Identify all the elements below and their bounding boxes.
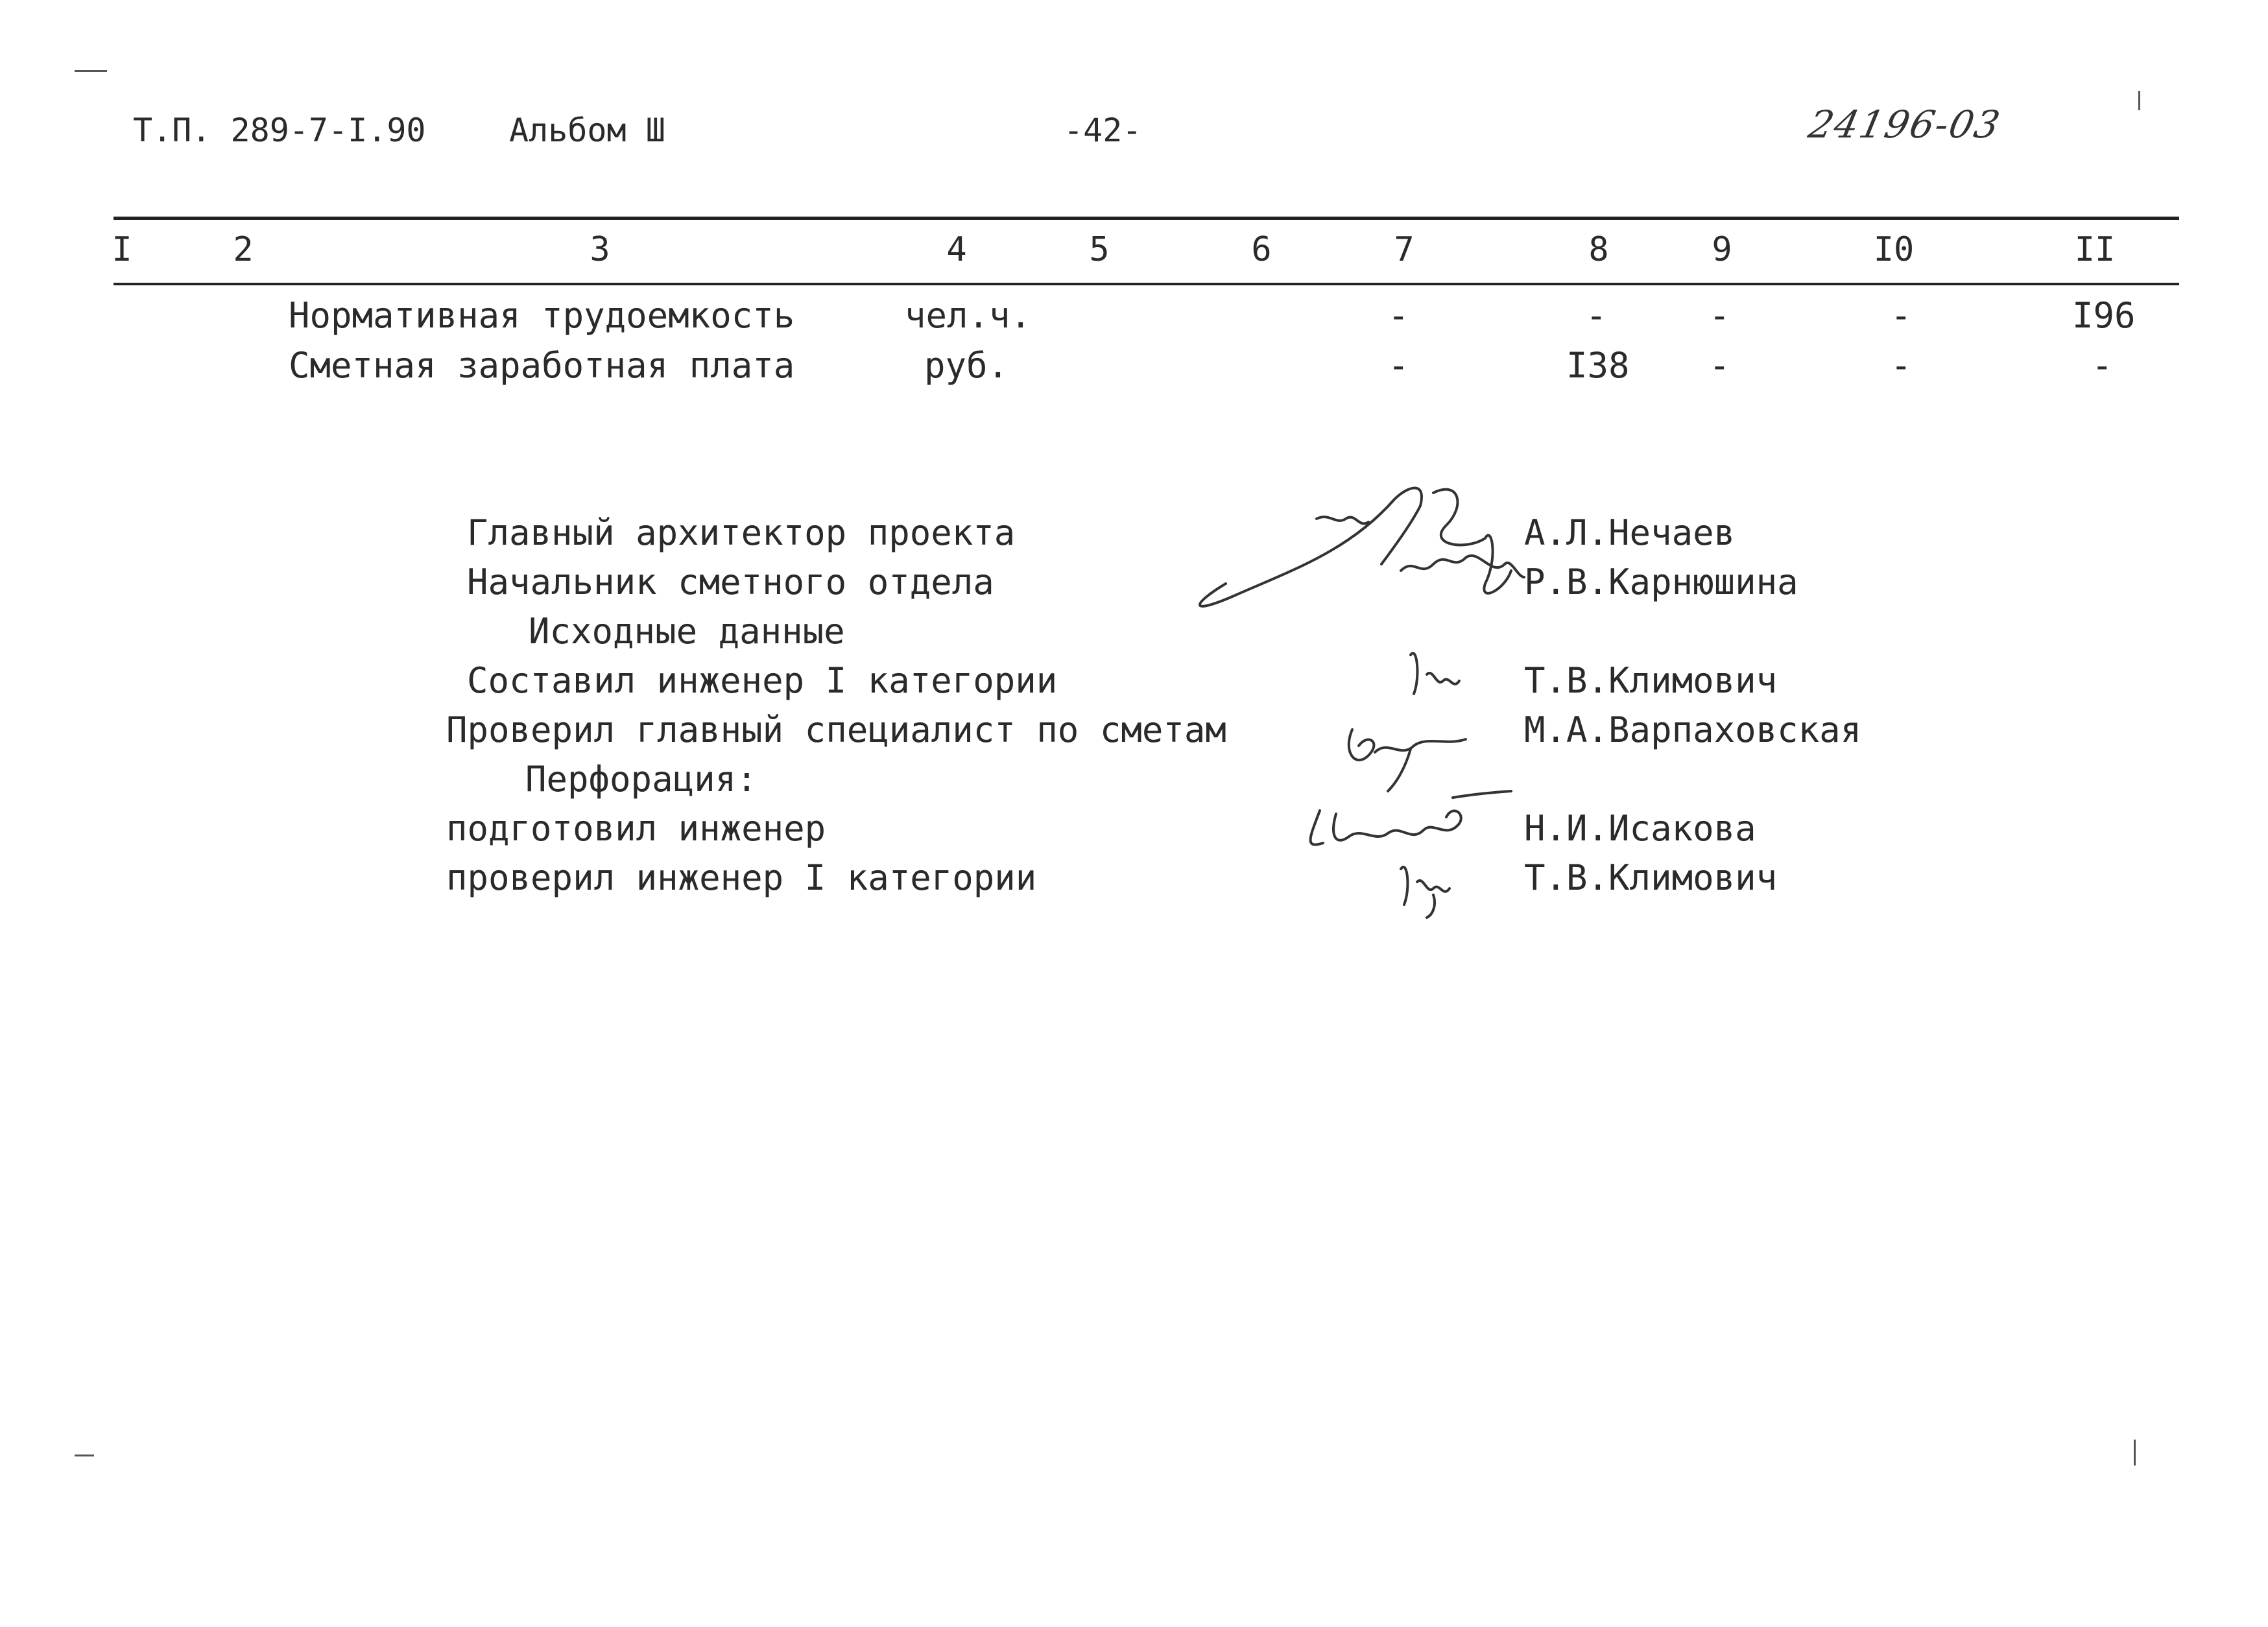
row-name: Сметная заработная плата xyxy=(289,345,795,386)
section-heading: Исходные данные xyxy=(529,611,845,652)
cell-col9: - xyxy=(1709,295,1730,336)
signature-name: Т.В.Климович xyxy=(1524,857,1778,898)
signature-role: Начальник сметного отдела xyxy=(467,562,994,602)
signature-name: М.А.Варпаховская xyxy=(1524,709,1862,750)
column-number: 4 xyxy=(946,230,967,269)
cell-col11: I96 xyxy=(2072,295,2136,336)
signature-icon xyxy=(1401,867,1450,918)
handwritten-number: 24196-03 xyxy=(1804,102,2005,147)
column-number: 8 xyxy=(1588,230,1609,269)
signature-role: Составил инженер I категории xyxy=(467,660,1058,701)
cell-col8: - xyxy=(1586,295,1607,336)
signature-role: подготовил инженер xyxy=(446,808,826,849)
row-name: Нормативная трудоемкость xyxy=(289,295,795,336)
column-number: 5 xyxy=(1089,230,1110,269)
column-number: II xyxy=(2074,230,2116,269)
signature-name: Т.В.Климович xyxy=(1524,660,1778,701)
cell-col7: - xyxy=(1388,295,1409,336)
scan-mark xyxy=(2134,1440,2136,1466)
signature-role: Проверил главный специалист по сметам xyxy=(446,709,1226,750)
signature-role: Главный архитектор проекта xyxy=(467,512,1016,553)
column-number: 2 xyxy=(233,230,254,269)
scan-mark xyxy=(75,70,107,72)
signature-icon xyxy=(1317,517,1368,523)
signature-icon xyxy=(1200,488,1422,606)
signature-icon xyxy=(1311,791,1511,845)
signature-name: Н.И.Исакова xyxy=(1524,808,1756,849)
section-heading: Перфорация: xyxy=(525,759,758,800)
cell-col8: I38 xyxy=(1566,345,1630,386)
table-header-rule xyxy=(113,283,2179,285)
row-unit: чел.ч. xyxy=(905,295,1032,336)
column-number: 9 xyxy=(1712,230,1732,269)
signature-role: проверил инженер I категории xyxy=(446,857,1037,898)
signature-icon xyxy=(1401,556,1524,577)
page-number: -42- xyxy=(1064,112,1142,149)
column-number: 7 xyxy=(1394,230,1415,269)
scan-mark xyxy=(2138,91,2140,110)
cell-col7: - xyxy=(1388,345,1409,386)
signature-name: А.Л.Нечаев xyxy=(1524,512,1736,553)
column-number: 6 xyxy=(1251,230,1272,269)
signature-icon xyxy=(1433,490,1511,593)
signature-icon xyxy=(1349,730,1466,791)
row-unit: руб. xyxy=(924,345,1009,386)
album-label: Альбом Ш xyxy=(509,112,665,149)
column-number: 3 xyxy=(590,230,610,269)
cell-col9: - xyxy=(1709,345,1730,386)
cell-col10: - xyxy=(1891,345,1912,386)
document-code: Т.П. 289-7-I.90 xyxy=(133,112,426,149)
table-top-rule xyxy=(113,217,2179,220)
column-number: I0 xyxy=(1873,230,1915,269)
cell-col11: - xyxy=(2092,345,2113,386)
scan-mark xyxy=(75,1455,94,1456)
cell-col10: - xyxy=(1891,295,1912,336)
signature-name: Р.В.Карнюшина xyxy=(1524,562,1798,602)
signature-icon xyxy=(1411,653,1459,694)
column-number: I xyxy=(112,230,132,269)
